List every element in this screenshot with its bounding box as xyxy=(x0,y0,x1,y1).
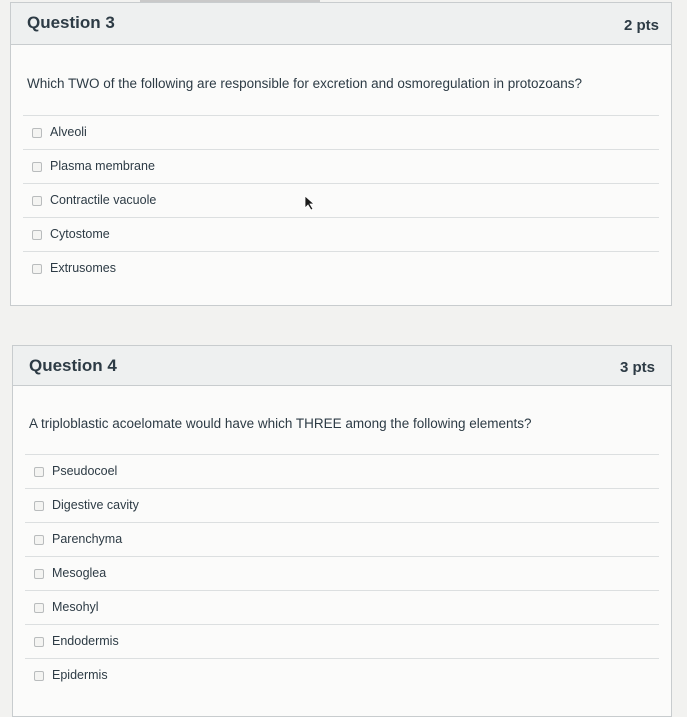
question-title: Question 4 xyxy=(29,356,117,375)
answer-option[interactable] xyxy=(25,454,659,488)
checkbox-icon[interactable] xyxy=(34,467,44,477)
question-text: A triploblastic acoelomate would have which THREE among the following elements? xyxy=(29,416,532,431)
question-header xyxy=(13,346,671,386)
checkbox-icon[interactable] xyxy=(34,671,44,681)
answer-label: Parenchyma xyxy=(52,532,123,546)
checkbox-icon[interactable] xyxy=(34,535,44,545)
answer-label: Mesohyl xyxy=(52,600,99,614)
answer-option[interactable] xyxy=(25,522,659,556)
question-points: 2 pts xyxy=(623,17,659,34)
checkbox-icon[interactable] xyxy=(34,501,44,511)
answer-label: Extrusomes xyxy=(50,261,116,275)
answer-list xyxy=(25,454,659,692)
question-4-card xyxy=(12,345,672,717)
question-3-card xyxy=(10,2,672,306)
checkbox-icon[interactable] xyxy=(32,230,42,240)
answer-option[interactable] xyxy=(23,251,659,285)
answer-label: Endodermis xyxy=(52,634,119,648)
answer-option[interactable] xyxy=(25,488,659,522)
answer-label: Plasma membrane xyxy=(50,159,155,173)
answer-option[interactable] xyxy=(23,149,659,183)
checkbox-icon[interactable] xyxy=(32,162,42,172)
answer-label: Cytostome xyxy=(50,227,110,241)
question-points: 3 pts xyxy=(619,359,655,376)
mouse-pointer-icon xyxy=(303,195,317,211)
answer-option[interactable] xyxy=(25,590,659,624)
answer-label: Epidermis xyxy=(52,668,108,682)
checkbox-icon[interactable] xyxy=(32,196,42,206)
question-header xyxy=(11,3,671,45)
answer-option[interactable] xyxy=(23,217,659,251)
checkbox-icon[interactable] xyxy=(34,637,44,647)
checkbox-icon[interactable] xyxy=(34,569,44,579)
checkbox-icon[interactable] xyxy=(34,603,44,613)
answer-option[interactable] xyxy=(23,183,659,217)
answer-list xyxy=(23,115,659,285)
question-text: Which TWO of the following are responsible for excretion and osmoregulation in protozoans? xyxy=(27,76,583,91)
answer-label: Digestive cavity xyxy=(52,498,139,512)
answer-option[interactable] xyxy=(25,658,659,692)
checkbox-icon[interactable] xyxy=(32,128,42,138)
answer-label: Alveoli xyxy=(50,125,87,139)
answer-label: Contractile vacuole xyxy=(50,193,157,207)
answer-option[interactable] xyxy=(23,115,659,149)
answer-label: Mesoglea xyxy=(52,566,107,580)
checkbox-icon[interactable] xyxy=(32,264,42,274)
answer-label: Pseudocoel xyxy=(52,464,118,478)
answer-option[interactable] xyxy=(25,556,659,590)
question-title: Question 3 xyxy=(27,13,115,32)
answer-option[interactable] xyxy=(25,624,659,658)
